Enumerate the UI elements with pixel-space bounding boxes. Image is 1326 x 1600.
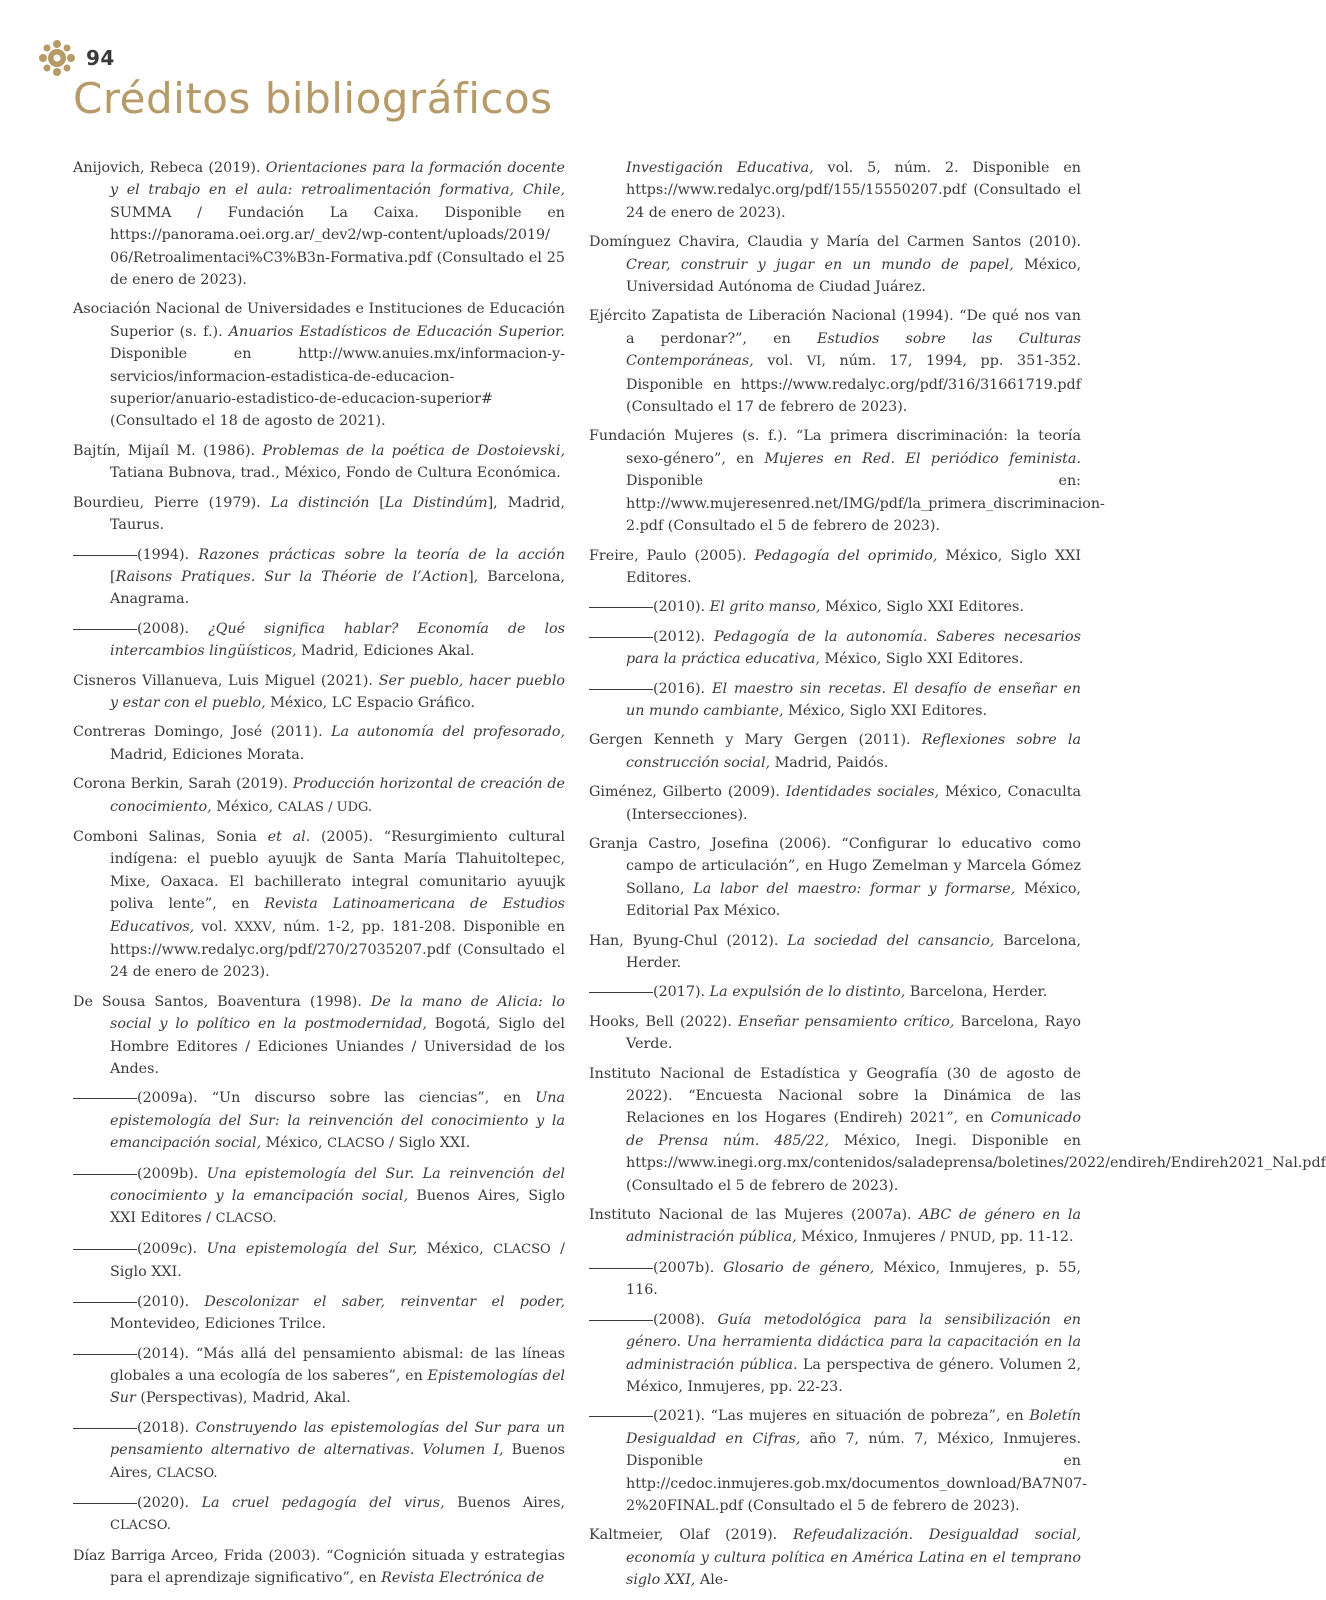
reference-entry [73, 1238, 565, 1284]
reference-entry [73, 618, 565, 663]
reference-title: Identidades sociales, [785, 784, 940, 801]
reference-text: Kaltmeier, Olaf (2019). [589, 1527, 794, 1544]
reference-text: (2009c). [137, 1240, 207, 1257]
reference-entry [589, 425, 1105, 537]
reference-entry [589, 930, 1081, 975]
reference-text: , pp. 11-12. [991, 1229, 1074, 1246]
reference-text: Ale- [695, 1572, 729, 1589]
repeated-author-dash [73, 629, 137, 630]
repeated-author-dash [73, 1354, 137, 1355]
reference-entry [589, 157, 1081, 224]
reference-entry [589, 1309, 1081, 1399]
reference-text: (Perspectivas), Madrid, Akal. [135, 1390, 351, 1407]
reference-text: CLACSO. [215, 1211, 277, 1227]
repeated-author-dash [589, 1320, 653, 1321]
reference-text: , núm. 17, 1994, pp. 351-352. Disponible en https://www.redalyc.org/pdf/316/31661719.pdf (Consultado el 17 de febrero de 2023). [626, 353, 1081, 416]
reference-title: La expulsión de lo distinto, [709, 984, 906, 1001]
reference-text: México, Inmujeres, p. 55, 116. [626, 1259, 1082, 1299]
reference-entry [73, 1343, 565, 1410]
repeated-author-dash [589, 607, 653, 608]
reference-text: México, Conaculta (Intersecciones). [626, 784, 1082, 823]
reference-text: (2021). “Las mujeres en situación de pobreza”, en [653, 1408, 1030, 1425]
page-number: 94 [86, 46, 115, 70]
repeated-author-dash [73, 1249, 137, 1250]
reference-text: (1994). [137, 546, 199, 563]
reference-title: La sociedad del cansancio, [787, 932, 995, 949]
reference-text: vol. 5, núm. 2. Disponible en https://www.redalyc.org/pdf/155/15550207.pdf (Consultado el 24 de enero de 2023). [626, 160, 1082, 221]
reference-text: Cisneros Villanueva, Luis Miguel (2021). [73, 672, 379, 689]
reference-entry [589, 678, 1081, 723]
repeated-author-dash [589, 1416, 653, 1417]
reference-text: (2014). “Más allá del pensamiento abismal: de las líneas globales a una ecología de los saberes”, en [110, 1345, 565, 1384]
reference-text: PNUD [949, 1230, 992, 1246]
reference-text: año 7, núm. 7, México, Inmujeres. Disponible en http://cedoc.inmujeres.gob.mx/documentos_download/BA7N07-2%20FINAL.pdf (Consultado el 5 de febrero de 2023). [626, 1430, 1087, 1514]
repeated-author-dash [589, 1268, 653, 1269]
reference-entry [589, 1011, 1081, 1056]
reference-text: [ [110, 568, 116, 585]
reference-text: XXXV [234, 919, 272, 935]
reference-text: Corona Berkin, Sarah (2019). [73, 776, 293, 793]
reference-text: CALAS / UDG. [277, 799, 373, 815]
reference-text: México, [261, 1135, 328, 1152]
reference-title: Construyendo las epistemologías del Sur para un pensamiento alternativo de alternativas. Volumen I, [110, 1419, 565, 1459]
reference-text: Montevideo, Ediciones Trilce. [110, 1316, 327, 1333]
reference-text: Granja Castro, Josefina (2006). “Configurar lo educativo como campo de articulación”, en Hugo Zemelman y Marcela Gómez Sollano, [589, 835, 1081, 897]
repeated-author-dash [589, 689, 653, 690]
reference-text: (2020). [137, 1494, 202, 1511]
reference-text: (2009b). [137, 1165, 207, 1182]
reference-text: Buenos Aires, [110, 1442, 566, 1481]
reference-title: Refeudalización. Desigualdad social, economía y cultura política en América Latina en el temprano siglo XXI, [626, 1527, 1081, 1589]
reference-text: Díaz Barriga Arceo, Frida (2003). “Cognición situada y estrategias para el aprendizaje significativo”, en [73, 1547, 565, 1587]
reference-entry [589, 1063, 1326, 1197]
reference-title: Producción horizontal de creación de conocimiento, [110, 776, 566, 815]
reference-entry [589, 545, 1081, 590]
reference-entry [73, 1417, 565, 1485]
reference-title: ¿Qué significa hablar? Economía de los intercambios lingüísticos, [110, 620, 565, 660]
repeated-author-dash [73, 555, 137, 556]
reference-entry [589, 626, 1081, 671]
reference-text: (2005). “Resurgimiento cultural indígena: el pueblo ayuujk de Santa María Tlahuitoltepec, Mixe, Oaxaca. El bachillerato integral comunitario ayuujk poliva lente”, en [110, 828, 565, 913]
reference-title: Revista Electrónica de [381, 1570, 545, 1587]
reference-text: Ejército Zapatista de Liberación Nacional (1994). “De qué nos van a perdonar?”, en [589, 308, 1081, 347]
reference-text: Instituto Nacional de las Mujeres (2007a). [589, 1207, 920, 1224]
reference-text: México, Universidad Autónoma de Ciudad Juárez. [626, 256, 1081, 296]
reference-title: ABC de género en la administración pública, [626, 1207, 1081, 1246]
reference-title: Anuarios Estadísticos de Educación Superior. [228, 323, 565, 340]
reference-text: / Siglo XXI. [110, 1240, 565, 1281]
reference-text: México, Inegi. Disponible en https://www.inegi.org.mx/contenidos/saladeprensa/boletines/2022/endireh/Endireh2021_Nal.pdf (Consultado el 5 de febrero de 2023). [626, 1132, 1326, 1194]
reference-text: (2010). [137, 1293, 205, 1310]
reference-text: Instituto Nacional de Estadística y Geografía (30 de agosto de 2022). “Encuesta Nacional sobre la Dinámica de las Relaciones en los Hogares (Endireh) 2021”, en [589, 1065, 1081, 1127]
reference-entry [589, 305, 1081, 418]
reference-text: Buenos Aires, Siglo XXI Editores / [110, 1188, 566, 1227]
reference-title: Revista Latinoamericana de Estudios Educativos, [110, 896, 565, 935]
reference-title: La labor del maestro: formar y formarse, [693, 880, 1016, 897]
reference-entry [73, 440, 565, 485]
reference-title: Orientaciones para la formación docente y el trabajo en el aula: retroalimentación formativa, Chile, [110, 160, 565, 199]
reference-entry [589, 781, 1081, 826]
reference-title: Pedagogía de la autonomía. Saberes necesarios para la práctica educativa, [626, 628, 1081, 668]
reference-title: Guía metodológica para la sensibilización en género. Una herramienta didáctica para la capacitación en la administración pública. [626, 1311, 1081, 1373]
reference-text: Asociación Nacional de Universidades e Instituciones de Educación Superior (s. f.). [73, 301, 565, 340]
reference-text: vol. [194, 918, 235, 935]
reference-text: Anijovich, Rebeca (2019). [73, 160, 266, 176]
reference-text: Contreras Domingo, José (2011). [73, 724, 332, 741]
reference-text: La perspectiva de género. Volumen 2, México, Inmujeres, pp. 22-23. [626, 1356, 1081, 1395]
reference-text: CLACSO [493, 1241, 551, 1257]
reference-title: Pedagogía del oprimido, [754, 547, 938, 564]
reference-entry [589, 1204, 1081, 1250]
reference-title: Razones prácticas sobre la teoría de la acción [198, 546, 565, 563]
reference-text: CLACSO. [156, 1465, 218, 1481]
reference-text: Disponible en: http://www.mujeresenred.net/IMG/pdf/la_primera_discriminacion-2.pdf (Consultado el 5 de febrero de 2023). [626, 473, 1105, 535]
reference-text: / Siglo XXI. [384, 1135, 471, 1152]
reference-title: Ser pueblo, hacer pueblo y estar con el pueblo, [110, 672, 566, 711]
reference-title: Raisons Pratiques. Sur la Théorie de l’Action [115, 568, 469, 585]
reference-title: Una epistemología del Sur: la reinvención del conocimiento y la emancipación social, [110, 1090, 565, 1152]
reference-title: Glosario de género, [723, 1259, 875, 1276]
repeated-author-dash [73, 1174, 137, 1175]
reference-entry [589, 1405, 1087, 1517]
reference-entry [73, 1087, 565, 1155]
reference-entry [73, 1163, 565, 1231]
reference-entry [589, 729, 1081, 774]
reference-text: Gergen Kenneth y Mary Gergen (2011). [589, 732, 922, 749]
reference-text: Freire, Paulo (2005). [589, 547, 755, 564]
reference-title: Problemas de la poética de Dostoievski, [262, 442, 566, 459]
reference-entry [73, 1545, 565, 1590]
repeated-author-dash [73, 1503, 137, 1504]
reference-text: México, Siglo XXI Editores. [783, 702, 987, 719]
reference-text: SUMMA / Fundación La Caixa. Disponible en https://panorama.oei.org.ar/_dev2/wp-content/uploads/2019/ 06/Retroalimentaci%C3%B3n-Formativa.pdf (Consultado el 25 de enero de 2023). [110, 204, 565, 289]
repeated-author-dash [589, 637, 653, 638]
reference-title: Crear, construir y jugar en un mundo de papel, [626, 256, 1014, 273]
reference-text: México, Siglo XXI Editores. [820, 599, 1024, 616]
reference-title: Estudios sobre las Culturas Contemporáneas, [626, 330, 1081, 370]
reference-title: La Distindúm [384, 494, 488, 511]
reference-entry [73, 1291, 565, 1336]
reference-title: Una epistemología del Sur, [206, 1240, 418, 1257]
page-header [38, 38, 115, 78]
reference-text: , núm. 1-2, pp. 181-208. Disponible en https://www.redalyc.org/pdf/270/27035207.pdf (Consultado el 24 de enero de 2023). [110, 918, 566, 981]
reference-text: Buenos Aires, [444, 1494, 565, 1511]
reference-text: CLACSO [327, 1136, 385, 1152]
reference-entry [73, 721, 565, 766]
reference-text: (2018). [137, 1419, 196, 1436]
reference-text: (2008). [137, 620, 209, 637]
reference-text: Han, Byung-Chul (2012). [589, 932, 788, 949]
reference-text: (2008). [653, 1311, 718, 1328]
reference-entry [589, 231, 1081, 298]
reference-text: (2012). [653, 628, 714, 645]
reference-text: Barcelona, Rayo Verde. [626, 1013, 1081, 1053]
reference-text: (2007b). [653, 1259, 724, 1276]
reference-text: Tatiana Bubnova, trad., México, Fondo de Cultura Económica. [110, 465, 561, 482]
repeated-author-dash [73, 1302, 137, 1303]
reference-text: Madrid, Ediciones Akal. [296, 643, 475, 660]
reference-title: Boletín Desigualdad en Cifras, [626, 1408, 1081, 1447]
reference-entry [589, 833, 1081, 923]
reference-entry [73, 492, 565, 537]
reference-title: Una epistemología del Sur. La reinvención del conocimiento y la emancipación social, [110, 1165, 565, 1205]
reference-text: Barcelona, Herder. [626, 932, 1081, 971]
reference-text: Madrid, Paidós. [770, 754, 889, 771]
reference-text: ], Barcelona, Anagrama. [110, 568, 565, 608]
reference-text: Madrid, Ediciones Morata. [110, 746, 305, 763]
repeated-author-dash [73, 1428, 137, 1429]
repeated-author-dash [589, 992, 653, 993]
reference-text: vol. [753, 353, 807, 370]
reference-title: Epistemologías del Sur [110, 1367, 565, 1407]
reference-text: México, [211, 798, 278, 815]
reference-title: et al. [267, 828, 311, 845]
reference-entry [73, 544, 565, 611]
reference-entry [73, 670, 565, 715]
reference-entry [73, 1492, 565, 1538]
bibliography-right-column [589, 157, 1326, 1599]
repeated-author-dash [73, 1098, 137, 1099]
page-title: Créditos bibliográficos [73, 74, 553, 123]
reference-entry [589, 1257, 1081, 1302]
reference-title: Mujeres en Red. El periódico feminista. [764, 450, 1081, 467]
reference-text: Barcelona, Herder. [905, 984, 1048, 1001]
reference-text: México, Inmujeres / [796, 1229, 950, 1246]
reference-title: Reflexiones sobre la construcción social, [626, 732, 1081, 771]
reference-text: Bourdieu, Pierre (1979). [73, 494, 271, 511]
reference-text: México, [417, 1240, 494, 1257]
reference-text: Hooks, Bell (2022). [589, 1013, 739, 1030]
reference-text: Bajtín, Mijaíl M. (1986). [73, 442, 263, 459]
reference-title: La autonomía del profesorado, [331, 724, 565, 741]
reference-title: La cruel pedagogía del virus, [201, 1494, 445, 1511]
reference-text: ], Madrid, Taurus. [110, 494, 565, 534]
reference-text: Disponible en http://www.anuies.mx/informacion-y-servicios/informacion-estadistica-de-educacion-superior/anuario-estadistico-de-educacion-superior# (Consultado el 18 de agosto de 2021). [110, 346, 565, 430]
reference-title: La distinción [270, 494, 370, 511]
bibliography-left-column [73, 157, 565, 1597]
reference-text: (2016). [653, 680, 713, 697]
reference-text: VI [806, 354, 822, 370]
reference-text: Bogotá, Siglo del Hombre Editores / Ediciones Uniandes / Universidad de los Andes. [110, 1016, 565, 1078]
reference-text: CLACSO. [110, 1518, 171, 1534]
reference-title: De la mano de Alicia: lo social y lo político en la postmodernidad, [110, 993, 566, 1033]
reference-text: [ [369, 494, 385, 511]
reference-text: De Sousa Santos, Boaventura (1998). [73, 993, 371, 1010]
reference-entry [589, 1524, 1081, 1591]
reference-title: El maestro sin recetas. El desafío de enseñar en un mundo cambiante, [626, 680, 1081, 719]
reference-entry [589, 981, 1081, 1003]
reference-entry [73, 298, 565, 432]
reference-entry [73, 991, 565, 1081]
reference-text: México, LC Espacio Gráfico. [265, 694, 476, 711]
reference-entry [589, 596, 1081, 618]
reference-title: Descolonizar el saber, reinventar el poder, [204, 1293, 565, 1310]
reference-text: Domínguez Chavira, Claudia y María del Carmen Santos (2010). [589, 234, 1081, 251]
reference-entry [73, 773, 565, 819]
reference-text: Comboni Salinas, Sonia [73, 828, 268, 845]
gear-flower-ornament-icon [38, 39, 76, 77]
reference-text: Fundación Mujeres (s. f.). “La primera discriminación: la teoría sexo-género”, en [589, 428, 1081, 467]
reference-title: Investigación Educativa, [626, 160, 814, 176]
reference-title: Comunicado de Prensa núm. 485/22, [626, 1110, 1081, 1149]
reference-text: México, Siglo XXI Editores. [626, 547, 1082, 586]
reference-title: El grito manso, [709, 599, 821, 616]
reference-entry [73, 157, 565, 291]
reference-text: (2009a). “Un discurso sobre las ciencias”, en [137, 1090, 536, 1107]
reference-entry [73, 826, 565, 984]
reference-text: México, Siglo XXI Editores. [819, 651, 1024, 668]
reference-text: (2010). [653, 599, 710, 616]
reference-text: México, Editorial Pax México. [626, 880, 1081, 920]
reference-text: Giménez, Gilberto (2009). [589, 784, 786, 801]
reference-title: Enseñar pensamiento crítico, [738, 1013, 955, 1030]
reference-text: (2017). [653, 984, 710, 1001]
